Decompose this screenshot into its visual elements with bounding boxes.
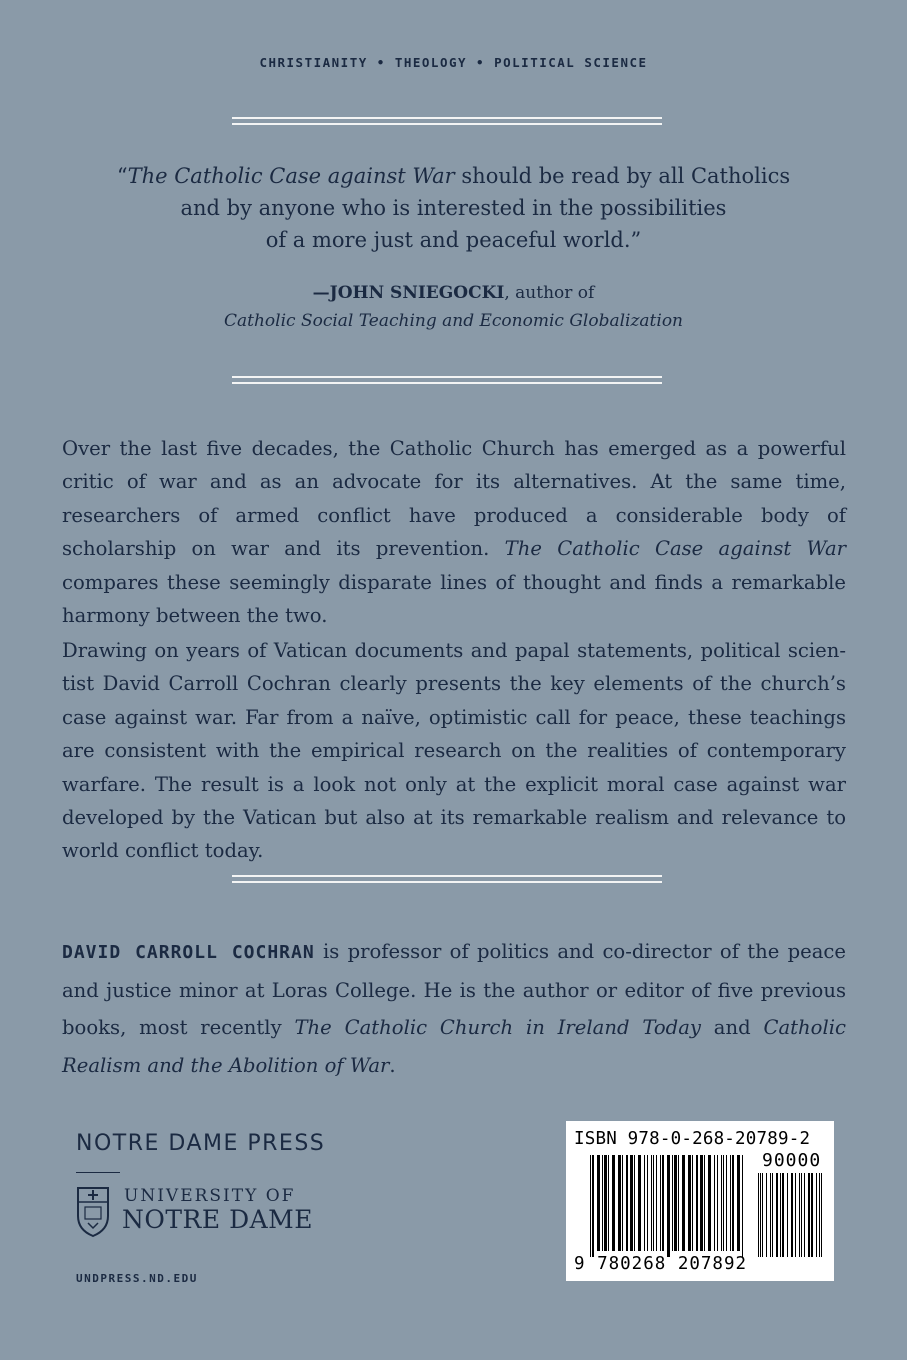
publisher-divider	[76, 1172, 120, 1173]
barcode-bar	[732, 1155, 734, 1251]
barcode-bar	[644, 1155, 645, 1251]
barcode-bar	[801, 1173, 802, 1257]
barcode-bar	[742, 1155, 743, 1257]
description-paragraph-1: Over the last five decades, the Catholic Church has emerged as a powerful critic of war and as an advocate for its alternatives. At the same time, researchers of armed conflict have produced a considerable body of scholarship on war and its prevention. The Catholic Case against War compares these seemingly disparate lines of thought and finds a remarkable harmony between the two.	[62, 437, 846, 628]
barcode-bar	[776, 1173, 778, 1257]
quote-line-3: of a more just and peaceful world.”	[265, 228, 642, 252]
barcode-bar	[653, 1155, 654, 1251]
barcode-bar	[816, 1173, 817, 1257]
barcode-bar	[730, 1155, 731, 1251]
publisher-press-name: NOTRE DAME PRESS	[76, 1131, 326, 1156]
barcode-bar	[638, 1155, 641, 1251]
barcode-bar	[626, 1155, 628, 1251]
barcode-bar	[592, 1155, 594, 1257]
barcode-bar	[821, 1173, 822, 1257]
barcode-bar	[608, 1155, 609, 1251]
author-name: DAVID CARROLL COCHRAN	[62, 942, 315, 963]
barcode-bar	[618, 1155, 621, 1251]
endorsement-attribution: —JOHN SNIEGOCKI, author of Catholic Social Teaching and Economic Globalization	[60, 279, 847, 335]
barcode-bar	[721, 1155, 722, 1251]
barcode-bar	[780, 1173, 781, 1257]
barcode-bar	[795, 1173, 796, 1257]
barcode-bar	[634, 1155, 635, 1251]
barcode-bar	[782, 1173, 784, 1257]
endorser-name: —JOHN SNIEGOCKI	[312, 283, 505, 303]
barcode-bar	[770, 1173, 771, 1257]
barcode-bar	[602, 1155, 603, 1251]
barcode-bar	[674, 1155, 677, 1251]
barcode-bar	[819, 1173, 820, 1257]
barcode-bar	[647, 1155, 648, 1251]
barcode-bar	[760, 1173, 761, 1257]
barcode-bar	[708, 1155, 711, 1251]
university-crest-icon	[76, 1186, 110, 1238]
description-paragraph-2: Drawing on years of Vatican documents and papal statements, political scien- tist David Carroll Cochran clearly presents the key elements of the church’s case against war. Far from a naïve, optimistic call for peace, these teachings are consistent with the empirical research on the realities of contemporary warfare. The result is a look not only at the explicit moral case against war developed by the Vatican but also at its remarkable realism and relevance to world conflict today.	[62, 639, 846, 863]
barcode-bar	[811, 1173, 813, 1257]
barcode-bar	[630, 1155, 633, 1251]
divider-rule	[232, 875, 662, 883]
barcode-bar	[651, 1155, 652, 1251]
barcode-bar	[612, 1155, 615, 1251]
isbn-label: ISBN 978-0-268-20789-2	[574, 1129, 811, 1149]
university-name-line-2: NOTRE DAME	[122, 1205, 314, 1234]
divider-rule	[232, 117, 662, 125]
barcode-bar	[622, 1155, 623, 1251]
barcode-bar	[772, 1173, 773, 1257]
barcode-bar	[662, 1155, 664, 1251]
barcode-bar	[692, 1155, 693, 1251]
barcode-bar	[700, 1155, 703, 1251]
price-code: 90000	[762, 1150, 822, 1171]
barcode-bar	[787, 1173, 788, 1257]
ean-number: 9 780268 207892	[574, 1254, 748, 1274]
barcode-bar	[656, 1155, 657, 1251]
barcode-bar	[672, 1155, 673, 1251]
barcode-bar	[704, 1155, 705, 1251]
barcode-bar	[682, 1155, 685, 1251]
isbn-barcode	[566, 1121, 834, 1281]
author-bio: DAVID CARROLL COCHRAN is professor of politics and co-director of the peace and justice minor at Loras College. He is the author or editor of five previous books, most recently The Catholic Church in Ireland Today and Catholic Realism and the Abolition of War.	[62, 940, 846, 1077]
barcode-bar	[660, 1155, 661, 1251]
barcode-bar	[737, 1155, 740, 1251]
divider-rule	[232, 376, 662, 384]
barcode-bar	[799, 1173, 800, 1257]
barcode-bar	[597, 1155, 600, 1251]
barcode-bar	[667, 1155, 670, 1257]
endorser-book: Catholic Social Teaching and Economic Globalization	[223, 311, 684, 331]
quote-line-2: and by anyone who is interested in the possibilities	[180, 196, 727, 220]
barcode-bar	[791, 1173, 793, 1257]
publisher-url: UNDPRESS.ND.EDU	[76, 1272, 198, 1285]
university-name-line-1: UNIVERSITY OF	[124, 1186, 296, 1206]
barcode-bar	[726, 1155, 727, 1251]
barcode-bar	[590, 1155, 591, 1257]
barcode-bar	[762, 1173, 763, 1257]
barcode-bar	[714, 1155, 715, 1251]
barcode-bar	[766, 1173, 767, 1257]
barcode-bar	[723, 1155, 724, 1251]
quote-book-title: The Catholic Case against War	[127, 164, 455, 188]
barcode-bar	[717, 1155, 718, 1251]
barcode-bar	[678, 1155, 679, 1251]
barcode-bar	[808, 1173, 810, 1257]
barcode-bar	[688, 1155, 691, 1251]
barcode-bar	[758, 1173, 759, 1257]
category-line: CHRISTIANITY • THEOLOGY • POLITICAL SCIENCE	[259, 55, 648, 70]
barcode-bar	[696, 1155, 698, 1251]
quote-line-1: “The Catholic Case against War should be read by all Catholics	[116, 164, 791, 188]
endorsement-quote	[60, 160, 847, 256]
barcode-bar	[604, 1155, 607, 1251]
barcode-bar	[804, 1173, 805, 1257]
